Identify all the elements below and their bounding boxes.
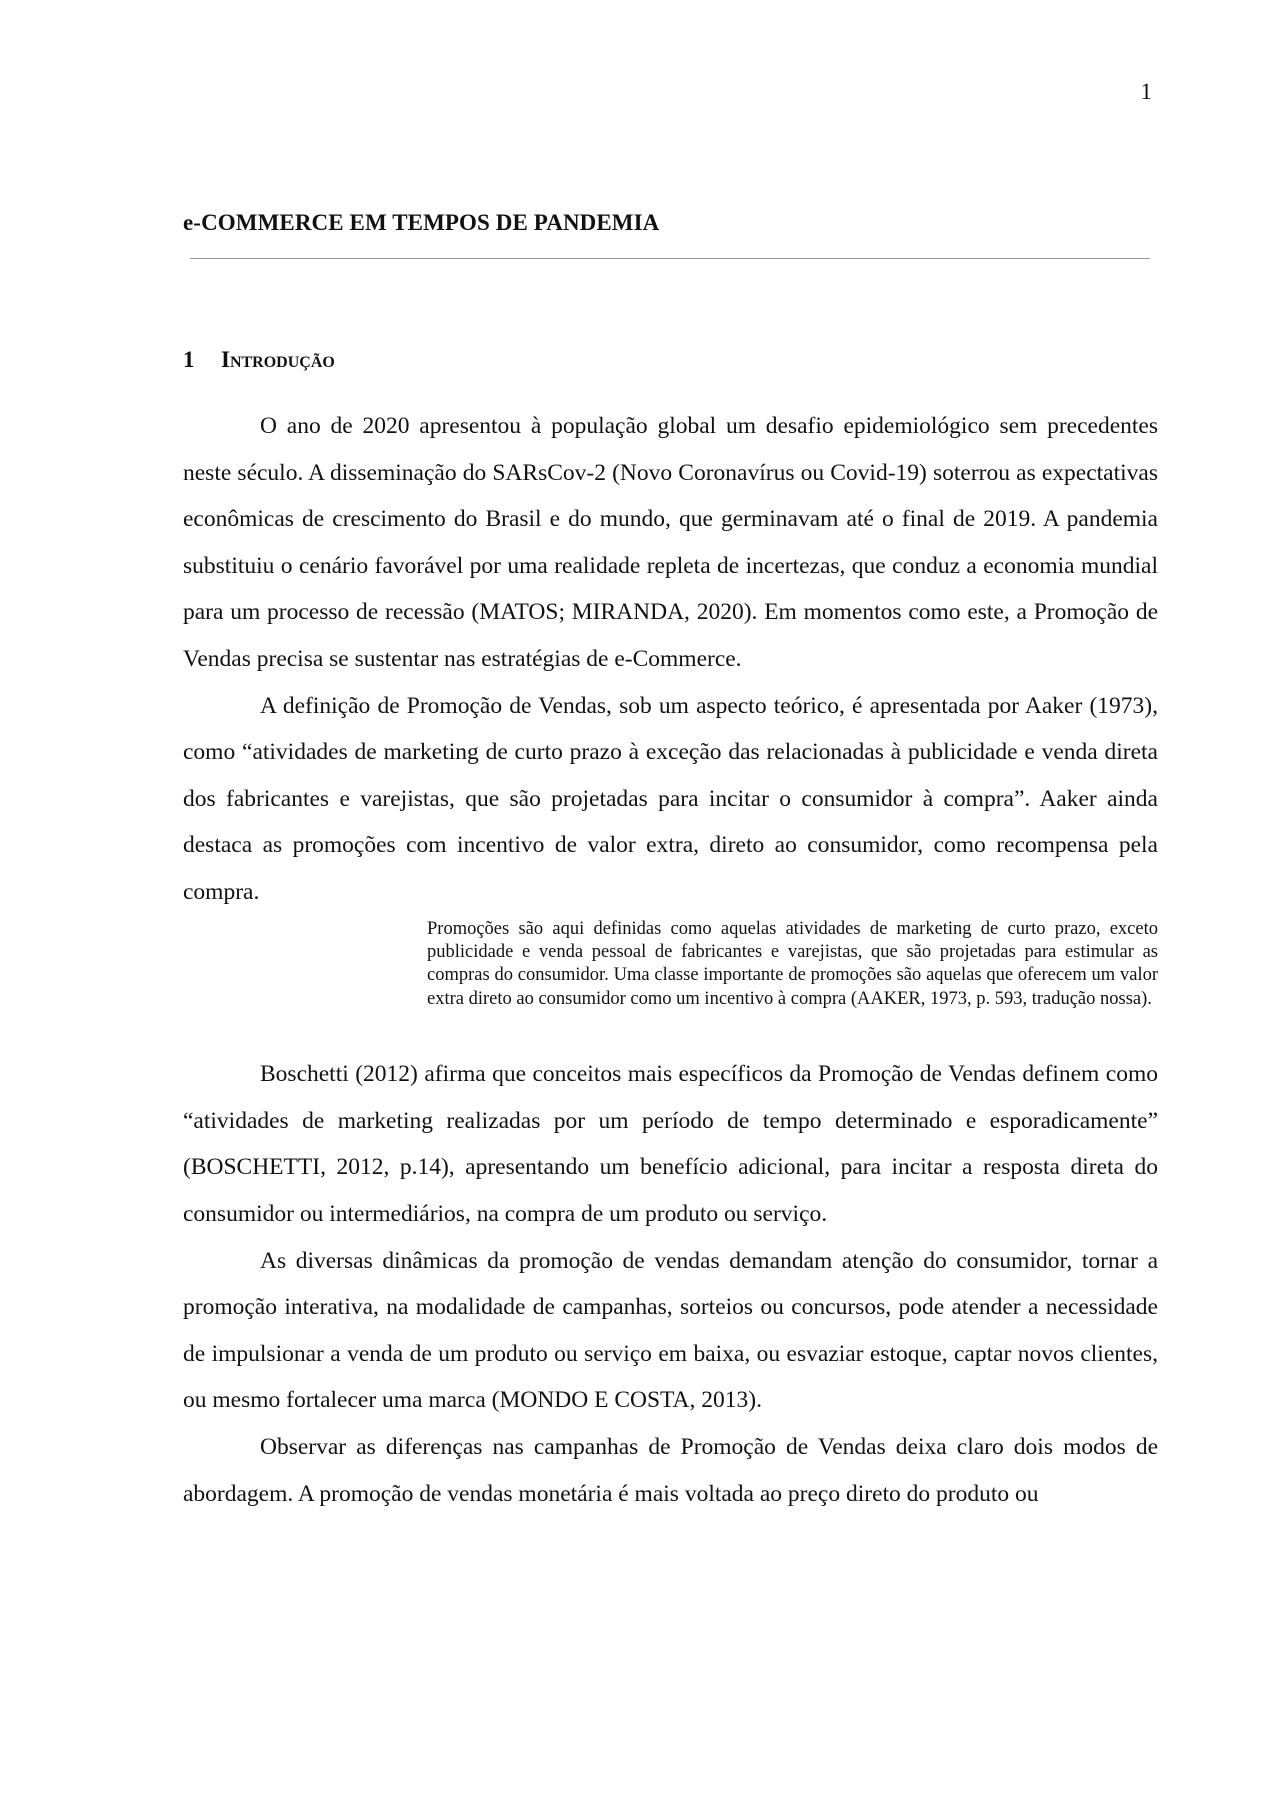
page-number: 1 (1140, 79, 1152, 104)
title-divider (190, 258, 1150, 259)
quote-spacer (183, 1011, 1158, 1051)
block-quote: Promoções são aqui definidas como aquelas atividades de marketing de curto prazo, exceto publicidade e venda pessoal de fabricantes e varejistas, que são projetadas para estimular as compras do consumidor. Uma classe importante de promoções são aquelas que oferecem um valor extra direto ao consumidor como um incentivo à compra (AAKER, 1973, p. 593, tradução nossa). (427, 918, 1158, 1009)
section-heading (183, 346, 335, 374)
section-number: 1 (183, 347, 195, 372)
paragraph-approaches: Observar as diferenças nas campanhas de Promoção de Vendas deixa claro dois modos de abordagem. A promoção de vendas monetária é mais voltada ao preço direto do produto ou (183, 1433, 1158, 1507)
paragraph-boschetti: Boschetti (2012) afirma que conceitos mais específicos da Promoção de Vendas definem como “atividades de marketing realizadas por um período de tempo determinado e esporadicamente” (BOSCHETTI, 2012, p.14), apresentando um benefício adicional, para incitar a resposta direta do consumidor ou intermediários, na compra de um produto ou serviço. (183, 1061, 1158, 1227)
paragraph-definition: A definição de Promoção de Vendas, sob um aspecto teórico, é apresentada por Aaker (1973), como “atividades de marketing de curto prazo à exceção das relacionadas à publicidade e venda direta dos fabricantes e varejistas, que são projetadas para incitar o consumidor à compra”. Aaker ainda destaca as promoções com incentivo de valor extra, direto ao consumidor, como recompensa pela compra. (183, 692, 1158, 905)
paragraph-intro: O ano de 2020 apresentou à população global um desafio epidemiológico sem precedentes neste século. A disseminação do SARsCov-2 (Novo Coronavírus ou Covid-19) soterrou as expectativas econômicas de crescimento do Brasil e do mundo, que germinavam até o final de 2019. A pandemia substituiu o cenário favorável por uma realidade repleta de incertezas, que conduz a economia mundial para um processo de recessão (MATOS; MIRANDA, 2020). Em momentos como este, a Promoção de Vendas precisa se sustentar nas estratégias de e-Commerce. (183, 413, 1158, 672)
document-title: e-COMMERCE EM TEMPOS DE PANDEMIA (183, 210, 660, 235)
paragraph-dynamics: As diversas dinâmicas da promoção de vendas demandam atenção do consumidor, tornar a promoção interativa, na modalidade de campanhas, sorteios ou concursos, pode atender a necessidade de impulsionar a venda de um produto ou serviço em baixa, ou esvaziar estoque, captar novos clientes, ou mesmo fortalecer uma marca (MONDO E COSTA, 2013). (183, 1247, 1158, 1414)
body-text (183, 403, 1158, 1517)
section-title: Introdução (221, 347, 335, 372)
